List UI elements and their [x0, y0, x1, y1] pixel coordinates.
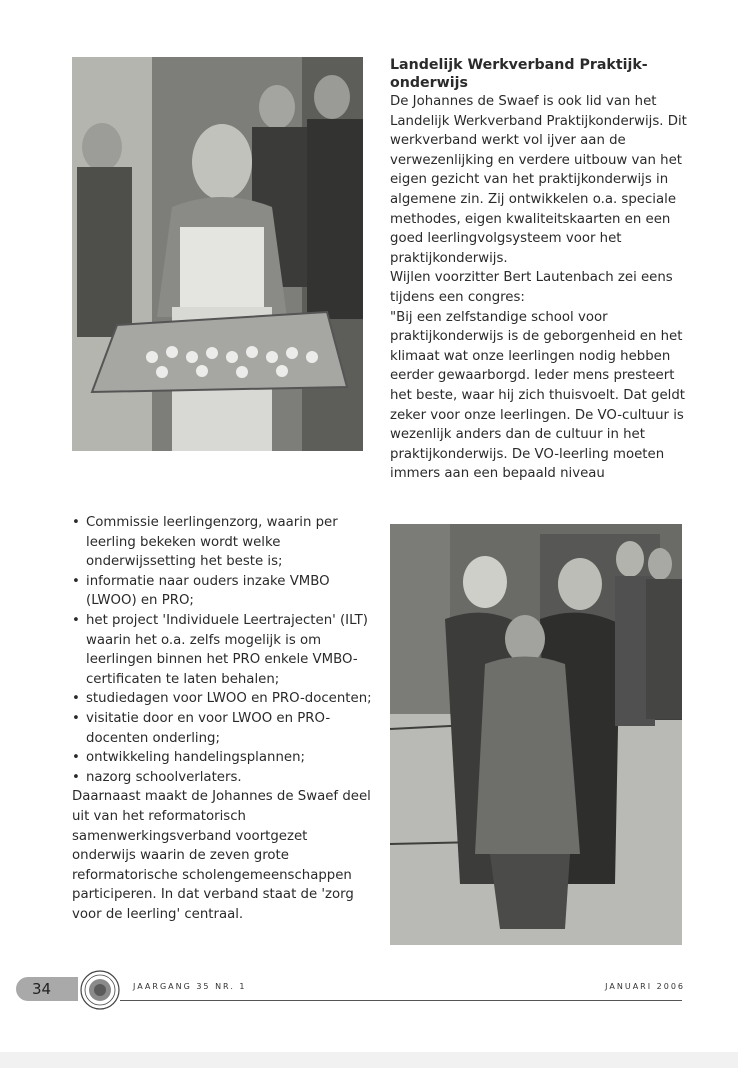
page-number: 34	[16, 977, 78, 1001]
photo-people-talking	[390, 524, 682, 945]
photo-student-with-tray	[72, 57, 363, 451]
article-heading: Landelijk Werkverband Praktijk-onderwijs	[390, 57, 648, 91]
list-column	[72, 513, 372, 924]
list-item: • het project 'Individuele Leertrajecten' (ILT) waarin het o.a. zelfs mogelijk is om leerlingen binnen het PRO enkele VMBO-certificaten te laten behalen;	[72, 611, 372, 689]
article-column	[390, 56, 690, 484]
article-quote: "Bij een zelfstandige school voor praktijkonderwijs is de geborgenheid en het klimaat wat onze leerlingen nodig hebben eerder gewaarborgd. Ieder mens presteert het beste, waar hij zich thuisvoelt. Dat geldt zeker voor onze leerlingen. De VO-cultuur is wezenlijk anders dan de cultuur in het praktijkonderwijs. De VO-leerling moeten immers aan een bepaald niveau	[390, 309, 686, 482]
list-item: • informatie naar ouders inzake VMBO (LWOO) en PRO;	[72, 572, 372, 611]
article-paragraph: De Johannes de Swaef is ook lid van het Landelijk Werkverband Praktijkonderwijs. Dit werkverband werkt vol ijver aan de verwezenlijking en verdere uitbouw van het eigen gezicht van het praktijkonderwijs in algemene zin. Zij ontwikkelen o.a. speciale methodes, eigen kwaliteitskaarten en een goed leerlingvolgsysteem voor het praktijkonderwijs.	[390, 94, 687, 266]
page-footer	[0, 970, 738, 1010]
list-item: • visitatie door en voor LWOO en PRO-docenten onderling;	[72, 709, 372, 748]
closing-paragraph: Daarnaast maakt de Johannes de Swaef deel uit van het reformatorisch samenwerkingsverband voortgezet onderwijs waarin de zeven grote reformatorische scholengemeenschappen participeren. In dat verband staat de 'zorg voor de leerling' centraal.	[72, 789, 371, 922]
list-item: • ontwikkeling handelingsplannen;	[72, 748, 372, 768]
emblem-seal-icon	[80, 970, 120, 1010]
list-item: • studiedagen voor LWOO en PRO-docenten;	[72, 689, 372, 709]
footer-date: JANUARI 2006	[605, 982, 685, 991]
scan-edge	[0, 1052, 738, 1068]
footer-issue: JAARGANG 35 NR. 1	[133, 982, 247, 991]
list-item: • Commissie leerlingenzorg, waarin per leerling bekeken wordt welke onderwijssetting het beste is;	[72, 513, 372, 572]
list-item: • nazorg schoolverlaters.	[72, 768, 372, 788]
article-paragraph: Wijlen voorzitter Bert Lautenbach zei eens tijdens een congres:	[390, 270, 673, 305]
footer-rule	[120, 1000, 682, 1001]
bullet-list	[72, 513, 372, 787]
